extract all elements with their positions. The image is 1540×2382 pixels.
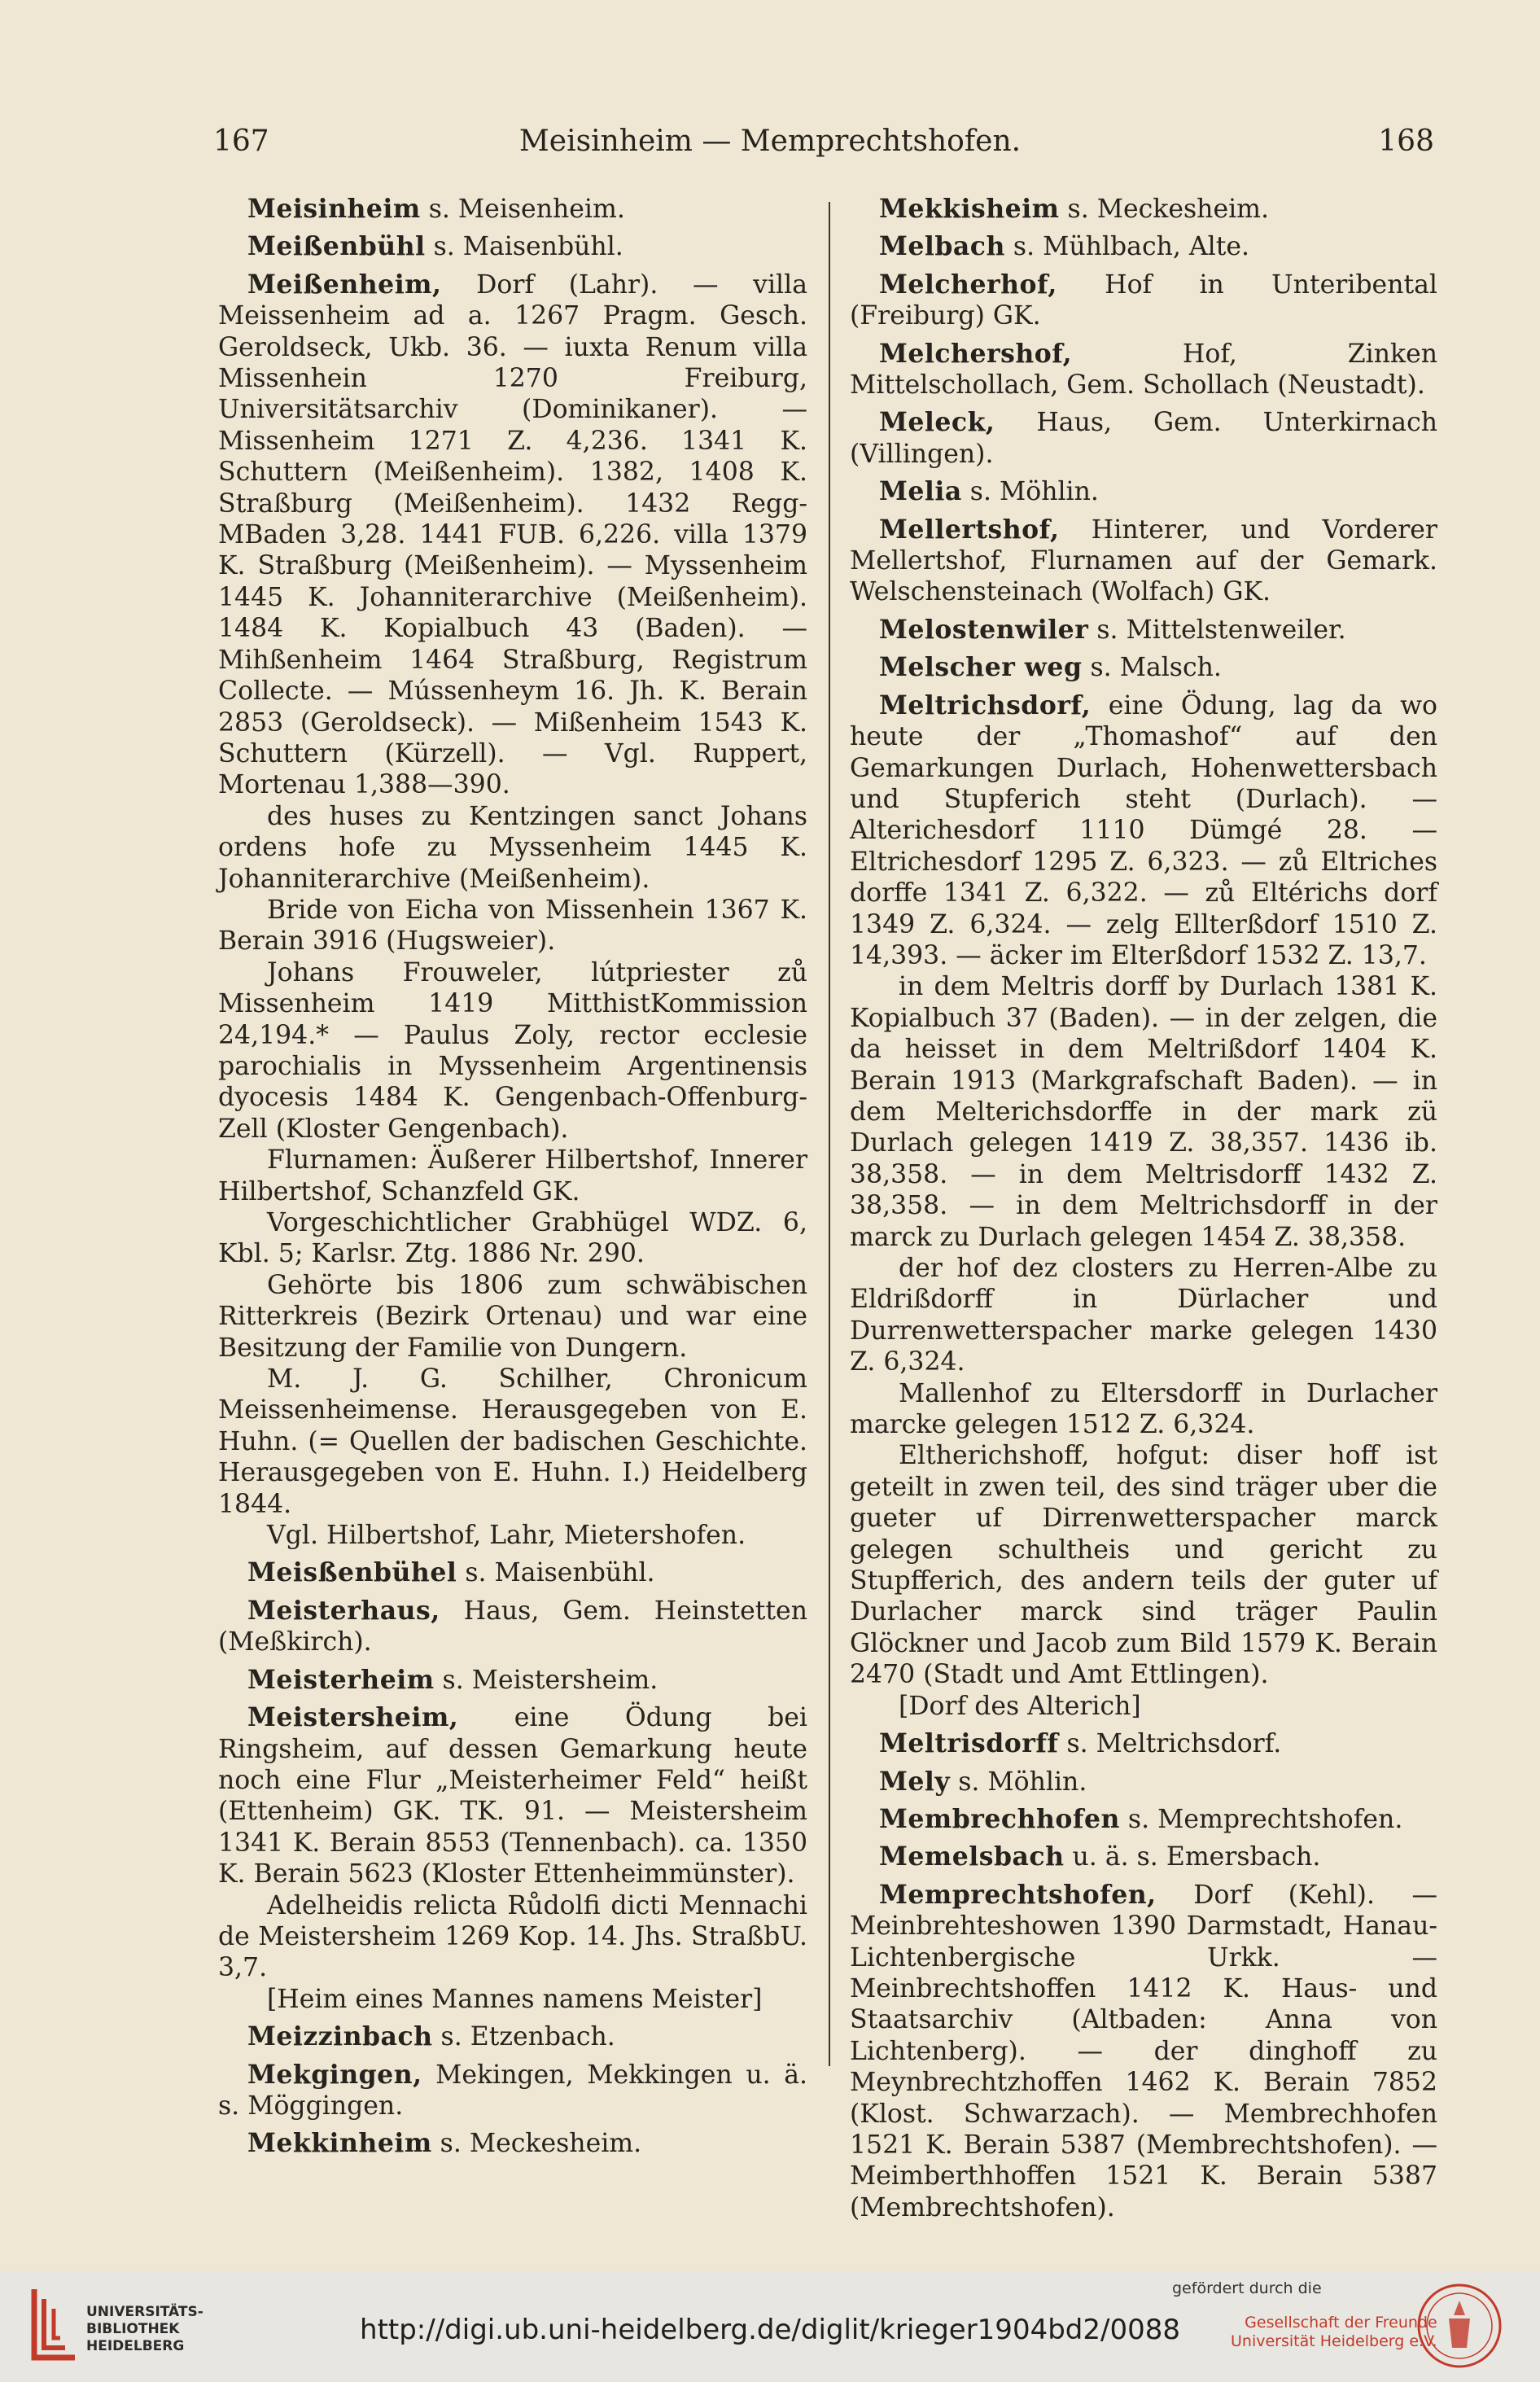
dictionary-entry xyxy=(850,652,1437,683)
dictionary-entry xyxy=(850,1378,1437,1441)
entry-lemma: Meisinheim xyxy=(247,194,421,224)
dictionary-entry xyxy=(218,1364,807,1520)
entry-lemma: Melscher weg xyxy=(879,652,1083,683)
entry-lemma: Meizzinbach xyxy=(247,2021,433,2052)
sponsor-label: gefördert durch die xyxy=(1172,2279,1322,2297)
entry-lemma: Melostenwiler xyxy=(879,614,1089,645)
entry-text: Vorgeschichtlicher Grabhügel WDZ. 6, Kbl. 5; Karlsr. Ztg. 1886 Nr. 290. xyxy=(218,1208,807,1269)
entry-text: Hof in Unteribental (Freiburg) GK. xyxy=(850,269,1437,331)
dictionary-entry xyxy=(218,1207,807,1270)
entry-lemma: Melchershof, xyxy=(879,338,1073,369)
entry-text: Haus, Gem. Heinstetten (Meßkirch). xyxy=(218,1596,807,1657)
entry-lemma: Meistersheim, xyxy=(247,1702,459,1733)
entry-lemma: Mekkinheim xyxy=(247,2128,432,2159)
entry-text: Johans Frouweler, lútpriester zů Missenheim 1419 MitthistKommission 24,194.* — Paulus Zoly, rector ecclesie parochialis in Myssenheim Argentinensis dyocesis 1484 K. Gengenbach-Offenburg-Zell (Kloster Gengenbach). xyxy=(218,957,807,1144)
dictionary-entry xyxy=(218,1890,807,1984)
entry-text: s. Mühlbach, Alte. xyxy=(1004,232,1250,262)
entry-text: s. Maisenbühl. xyxy=(457,1558,655,1588)
entry-text: s. Mittelstenweiler. xyxy=(1088,615,1346,645)
permalink-url[interactable]: http://digi.ub.uni-heidelberg.de/diglit/krieger1904bd2/0088 xyxy=(360,2314,1180,2346)
entry-lemma: Mellertshof, xyxy=(879,514,1060,545)
running-header xyxy=(0,124,1540,173)
friends-society-line: Universität Heidelberg e.V. xyxy=(1231,2332,1437,2350)
entry-text: M. J. G. Schilher, Chronicum Meissenheimense. Herausgegeben von E. Huhn. (= Quellen der badischen Geschichte. Herausgegeben von E. Huhn. I.) Heidelberg 1844. xyxy=(218,1364,807,1519)
entry-text: Adelheidis relicta Růdolfi dicti Mennachi de Meistersheim 1269 Kop. 14. Jhs. StraßbU. 3,7. xyxy=(218,1890,807,1983)
entry-lemma: Meltrisdorff xyxy=(879,1728,1059,1759)
library-name-line: UNIVERSITÄTS- xyxy=(86,2304,203,2320)
entry-text: s. Meisenheim. xyxy=(420,195,625,224)
entry-text: in dem Meltris dorff by Durlach 1381 K. Kopialbuch 37 (Baden). — in der zelgen, die da heisset in dem Meltrißdorf 1404 K. Berain 1913 (Markgrafschaft Baden). — in dem Melterichsdorffe in der mark zü Durlach gelegen 1419 Z. 38,357. 1436 ib. 38,358. — in dem Meltrisdorff 1432 Z. 38,358. — in dem Meltrichsdorff in der marck zu Durlach gelegen 1454 Z. 38,358. xyxy=(850,972,1437,1252)
dictionary-entry xyxy=(850,339,1437,401)
dictionary-entry xyxy=(850,1841,1437,1872)
dictionary-entry xyxy=(850,690,1437,972)
dictionary-entry xyxy=(218,1520,807,1551)
dictionary-entry xyxy=(850,194,1437,225)
entry-text: Haus, Gem. Unterkirnach (Villingen). xyxy=(850,408,1437,469)
entry-text: Eltherichshoff, hofgut: diser hoff ist geteilt in zwen teil, des sind träger uber die gueter uf Dirrenwetterspacher marck gelegen schultheis und gericht zu Stupfferich, des andern teils der guter uf Durlacher marck sind träger Paulin Glöckner und Jacob zum Bild 1579 K. Berain 2470 (Stadt und Amt Ettlingen). xyxy=(850,1441,1437,1690)
dictionary-entry xyxy=(850,231,1437,262)
page-number-left: 167 xyxy=(213,125,269,158)
library-name-line: HEIDELBERG xyxy=(86,2338,185,2354)
entry-lemma: Melcherhof, xyxy=(879,269,1057,300)
entry-text: Flurnamen: Äußerer Hilbertshof, Innerer Hilbertshof, Schanzfeld GK. xyxy=(218,1145,807,1206)
dictionary-entry xyxy=(850,407,1437,470)
entry-text: eine Ödung bei Ringsheim, auf dessen Gemarkung heute noch eine Flur „Meisterheimer Feld“ heißt (Ettenheim) GK. TK. 91. — Meistersheim 1341 K. Berain 8553 (Tennenbach). ca. 1350 K. Berain 5623 (Kloster Ettenheimmünster). xyxy=(218,1703,807,1889)
dictionary-entry xyxy=(218,194,807,225)
entry-lemma: Meisßenbühel xyxy=(247,1557,457,1588)
entry-text: der hof dez closters zu Herren-Albe zu Eldrißdorff in Dürlacher und Durrenwetterspacher marke gelegen 1430 Z. 6,324. xyxy=(850,1254,1437,1377)
entry-text: Gehörte bis 1806 zum schwäbischen Ritterkreis (Bezirk Ortenau) und war eine Besitzung der Familie von Dungern. xyxy=(218,1270,807,1363)
entry-lemma: Membrechhofen xyxy=(879,1803,1120,1834)
dictionary-entry xyxy=(218,2128,807,2159)
entry-text: s. Etzenbach. xyxy=(432,2022,615,2052)
dictionary-entry xyxy=(850,1767,1437,1797)
entry-lemma: Melbach xyxy=(879,231,1005,262)
dictionary-entry xyxy=(850,269,1437,332)
running-title: Meisinheim — Memprechtshofen. xyxy=(518,125,1022,158)
entry-text: Dorf (Kehl). — Meinbrehteshowen 1390 Darmstadt, Hanau-Lichtenbergische Urkk. — Meinbrechtshoffen 1412 K. Haus- und Staatsarchiv (Altbaden: Anna von Lichtenberg). — der dinghoff zu Meynbrechtzhoffen 1462 K. Berain 7852 (Klost. Schwarzach). — Membrechhofen 1521 K. Berain 5387 (Membrechtshofen). — Meimberthhoffen 1521 K. Berain 5387 (Membrechtshofen). xyxy=(850,1880,1437,2222)
entry-lemma: Mekgingen, xyxy=(247,2059,422,2090)
university-seal-icon xyxy=(1416,2283,1503,2369)
entry-lemma: Meisterhaus, xyxy=(247,1595,440,1626)
entry-text: s. Malsch. xyxy=(1082,653,1222,683)
dictionary-entry xyxy=(850,1880,1437,2223)
dictionary-entry xyxy=(218,2021,807,2052)
entry-lemma: Meißenheim, xyxy=(247,269,442,300)
dictionary-entry xyxy=(850,476,1437,507)
right-column xyxy=(850,194,1437,2222)
entry-lemma: Mekkisheim xyxy=(879,194,1060,224)
left-column xyxy=(218,194,807,2159)
entry-lemma: Memprechtshofen, xyxy=(879,1879,1157,1910)
entry-text: Hinterer, und Vorderer Mellertshof, Flurnamen auf der Gemark. Welschensteinach (Wolfach) GK. xyxy=(850,514,1437,607)
dictionary-entry xyxy=(850,1804,1437,1835)
library-name-line: BIBLIOTHEK xyxy=(86,2321,180,2337)
entry-text: s. Meltrichsdorf. xyxy=(1058,1729,1282,1759)
entry-text: Mekingen, Mekkingen u. ä. s. Möggingen. xyxy=(218,2060,807,2121)
entry-text: Dorf (Lahr). — villa Meissenheim ad a. 1267 Pragm. Gesch. Geroldseck, Ukb. 36. — iuxta Renum villa Missenhein 1270 Freiburg, Universitätsarchiv (Dominikaner). — Missenheim 1271 Z. 4,236. 1341 K. Schuttern (Meißenheim). 1382, 1408 K. Straßburg (Meißenheim). 1432 Regg-MBaden 3,28. 1441 FUB. 6,226. villa 1379 K. Straßburg (Meißenheim). — Myssenheim 1445 K. Johanniterarchive (Meißenheim). 1484 K. Kopialbuch 43 (Baden). — Mihßenheim 1464 Straßburg, Registrum Collecte. — Mússenheym 16. Jh. K. Berain 2853 (Geroldseck). — Mißenheim 1543 K. Schuttern (Kürzell). — Vgl. Ruppert, Mortenau 1,388—390. xyxy=(218,269,807,800)
dictionary-entry xyxy=(218,895,807,957)
dictionary-entry xyxy=(218,1702,807,1889)
entry-text: s. Meistersheim. xyxy=(434,1665,658,1695)
dictionary-entry xyxy=(850,1440,1437,1690)
dictionary-entry xyxy=(218,1665,807,1696)
column-divider xyxy=(829,202,830,2066)
entry-lemma: Melia xyxy=(879,476,962,507)
entry-text: [Dorf des Alterich] xyxy=(899,1691,1141,1721)
entry-text: u. ä. s. Emersbach. xyxy=(1064,1842,1321,1872)
dictionary-entry xyxy=(218,231,807,262)
dictionary-entry xyxy=(850,615,1437,646)
entry-text: s. Möhlin. xyxy=(961,477,1099,507)
dictionary-entry xyxy=(218,801,807,895)
dictionary-entry xyxy=(218,269,807,801)
entry-lemma: Meltrichsdorf, xyxy=(879,690,1092,720)
footer-bar xyxy=(0,2271,1540,2382)
dictionary-entry xyxy=(850,1691,1437,1722)
dictionary-entry xyxy=(218,2060,807,2122)
entry-lemma: Meleck, xyxy=(879,407,995,438)
entry-text: [Heim eines Mannes namens Meister] xyxy=(267,1984,763,2014)
friends-society-name xyxy=(1231,2314,1437,2351)
entry-text: Hof, Zinken Mittelschollach, Gem. Schollach (Neustadt). xyxy=(850,339,1437,401)
dictionary-entry xyxy=(850,514,1437,608)
entry-text: s. Memprechtshofen. xyxy=(1119,1804,1403,1834)
entry-lemma: Memelsbach xyxy=(879,1841,1065,1872)
entry-text: Mallenhof zu Eltersdorff in Durlacher marcke gelegen 1512 Z. 6,324. xyxy=(850,1378,1437,1440)
dictionary-entry xyxy=(218,1596,807,1658)
page-number-right: 168 xyxy=(1378,125,1434,158)
entry-text: s. Meckesheim. xyxy=(1059,195,1270,224)
entry-text: s. Möhlin. xyxy=(950,1767,1087,1797)
entry-lemma: Meisterheim xyxy=(247,1664,435,1695)
entry-text: s. Meckesheim. xyxy=(431,2129,642,2159)
dictionary-entry xyxy=(218,1145,807,1207)
entry-text: s. Maisenbühl. xyxy=(425,232,623,262)
entry-text: Vgl. Hilbertshof, Lahr, Mietershofen. xyxy=(267,1521,746,1551)
entry-text: Bride von Eicha von Missenhein 1367 K. Berain 3916 (Hugsweier). xyxy=(218,895,807,957)
dictionary-entry xyxy=(218,1557,807,1588)
entry-text: eine Ödung, lag da wo heute der „Thomashof“ auf den Gemarkungen Durlach, Hohenwettersbach und Stupferich steht (Durlach). — Alterichesdorf 1110 Dümgé 28. — Eltrichesdorf 1295 Z. 6,323. — zů Eltriches dorffe 1341 Z. 6,322. — zů Eltérichs dorf 1349 Z. 6,324. — zelg Ellterßdorf 1510 Z. 14,393. — äcker im Elterßdorf 1532 Z. 13,7. xyxy=(850,690,1437,970)
dictionary-entry xyxy=(850,971,1437,1253)
dictionary-entry xyxy=(218,1270,807,1364)
dictionary-entry xyxy=(850,1253,1437,1378)
friends-society-line: Gesellschaft der Freunde xyxy=(1245,2314,1437,2332)
dictionary-entry xyxy=(218,957,807,1145)
entry-lemma: Mely xyxy=(879,1766,951,1797)
entry-lemma: Meißenbühl xyxy=(247,231,426,262)
entry-text: des huses zu Kentzingen sanct Johans ordens hofe zu Myssenheim 1445 K. Johanniterarchive (Meißenheim). xyxy=(218,801,807,894)
dictionary-entry xyxy=(850,1728,1437,1759)
dictionary-entry xyxy=(218,1984,807,2015)
